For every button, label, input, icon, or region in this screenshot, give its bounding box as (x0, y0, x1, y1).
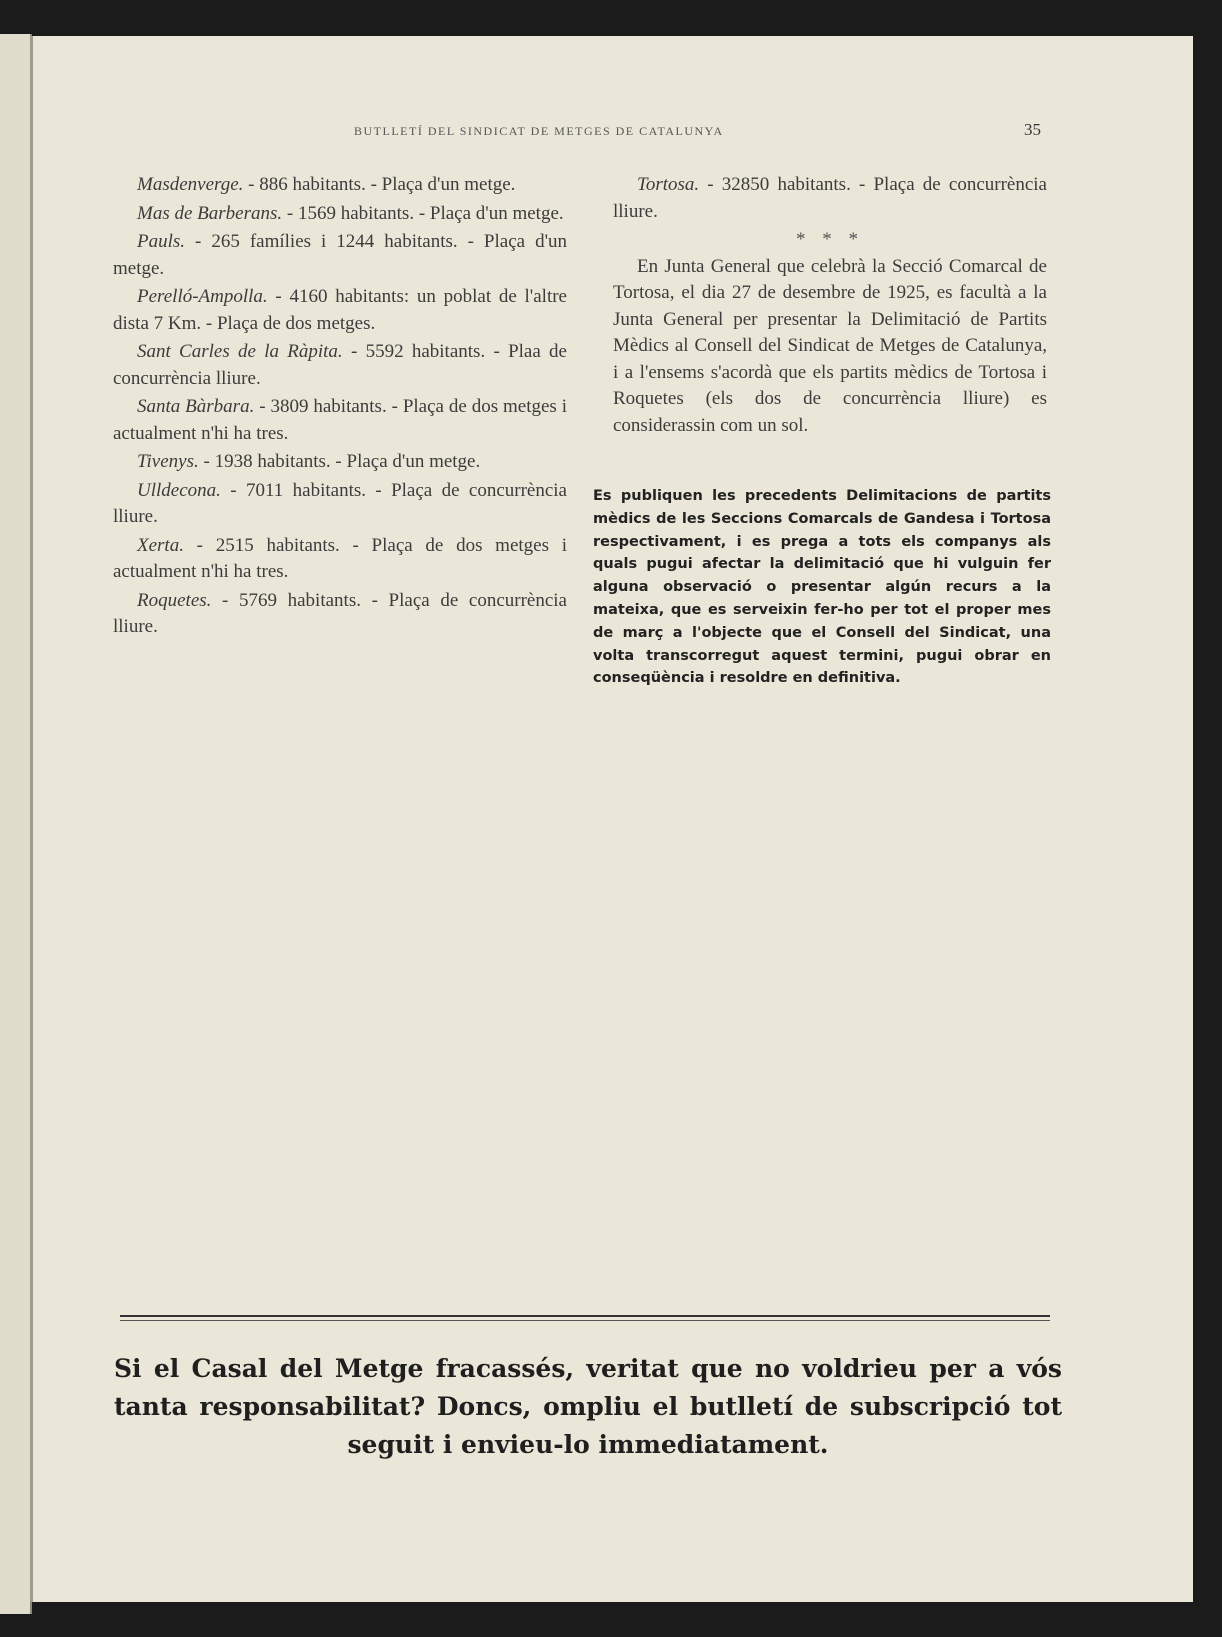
junta-paragraph: En Junta General que celebrà la Secció Comarcal de Tortosa, el dia 27 de desembre de 1925, es facultà a la Junta General per presentar la Delimitació de Partits Mèdics al Consell del Sindicat de Metges de Catalunya, i a l'ensems s'acordà que els partits mèdics de Tortosa i Roquetes (els dos de concurrència lliure) es considerassin com un sol. (613, 255, 1047, 436)
list-item (113, 229, 567, 282)
list-item (113, 284, 567, 337)
previous-page-edge (0, 34, 32, 1614)
place-name: Roquetes. (137, 589, 212, 611)
place-details: - 3809 habitants. - Plaça de dos metges i actualment n'hi ha tres. (113, 396, 567, 444)
place-name: Pauls. (137, 231, 186, 252)
list-item (113, 533, 567, 586)
place-name: Ulldecona. (137, 479, 221, 501)
list-item (113, 449, 567, 476)
place-name: Xerta. (137, 534, 184, 556)
place-details: - 2515 habitants. - Plaça de dos metges i actualment n'hi ha tres. (113, 534, 567, 582)
place-details: - 1569 habitants. - Plaça d'un metge. (282, 202, 564, 224)
right-column (613, 172, 1047, 441)
place-details: - 32850 habitants. - Plaça de concurrència lliure. (613, 174, 1047, 222)
list-item (113, 201, 567, 228)
place-details: - 5592 habitants. - Plaa de concurrència lliure. (113, 341, 567, 389)
place-details: - 1938 habitants. - Plaça d'un metge. (198, 451, 481, 472)
divider (120, 1315, 1050, 1317)
place-name: Perelló-Ampolla. (137, 286, 268, 307)
place-name: Santa Bàrbara. (137, 396, 255, 417)
place-details: - 265 famílies i 1244 habitants. - Plaça d'un metge. (113, 231, 567, 279)
place-name: Tivenys. (137, 451, 199, 472)
page-number: 35 (1024, 120, 1041, 139)
list-item (113, 588, 567, 641)
place-details: - 5769 habitants. - Plaça de concurrència lliure. (113, 589, 567, 637)
place-name: Mas de Barberans. (137, 202, 283, 224)
list-item (613, 172, 1047, 225)
divider (120, 1320, 1050, 1321)
place-details: - 886 habitants. - Plaça d'un metge. (243, 174, 516, 195)
appeal-text: Si el Casal del Metge fracassés, veritat que no voldrieu per a vós tanta responsabilitat? Doncs, ompliu el butlletí de subscripció tot seguit i envieu-lo immediatament. (114, 1354, 1062, 1459)
place-name: Sant Carles de la Ràpita. (137, 341, 343, 362)
running-header: BUTLLETÍ DEL SINDICAT DE METGES DE CATALUNYA (354, 124, 724, 138)
place-details: - 4160 habitants: un poblat de l'altre dista 7 Km. - Plaça de dos metges. (113, 286, 567, 334)
list-item (113, 478, 567, 531)
section-separator: * * * (796, 229, 864, 250)
place-name: Masdenverge. (137, 174, 244, 195)
list-item (113, 339, 567, 392)
list-item (113, 172, 567, 199)
left-column (113, 172, 567, 643)
list-item (113, 394, 567, 447)
notice-paragraph: Es publiquen les precedents Delimitacions de partits mèdics de les Seccions Comarcals de Gandesa i Tortosa respectivament, i es prega a tots els companys als quals pugui afectar la delimitació que hi vulguin fer alguna observació o presentar algún recurs a la mateixa, que es serveixin fer-ho per tot el proper mes de març a l'objecte que el Consell del Sindicat, una volta transcorregut aquest termini, pugui obrar en conseqüència i resoldre en definitiva. (593, 488, 1051, 687)
place-name: Tortosa. (637, 174, 700, 195)
place-details: - 7011 habitants. - Plaça de concurrència lliure. (113, 479, 567, 527)
